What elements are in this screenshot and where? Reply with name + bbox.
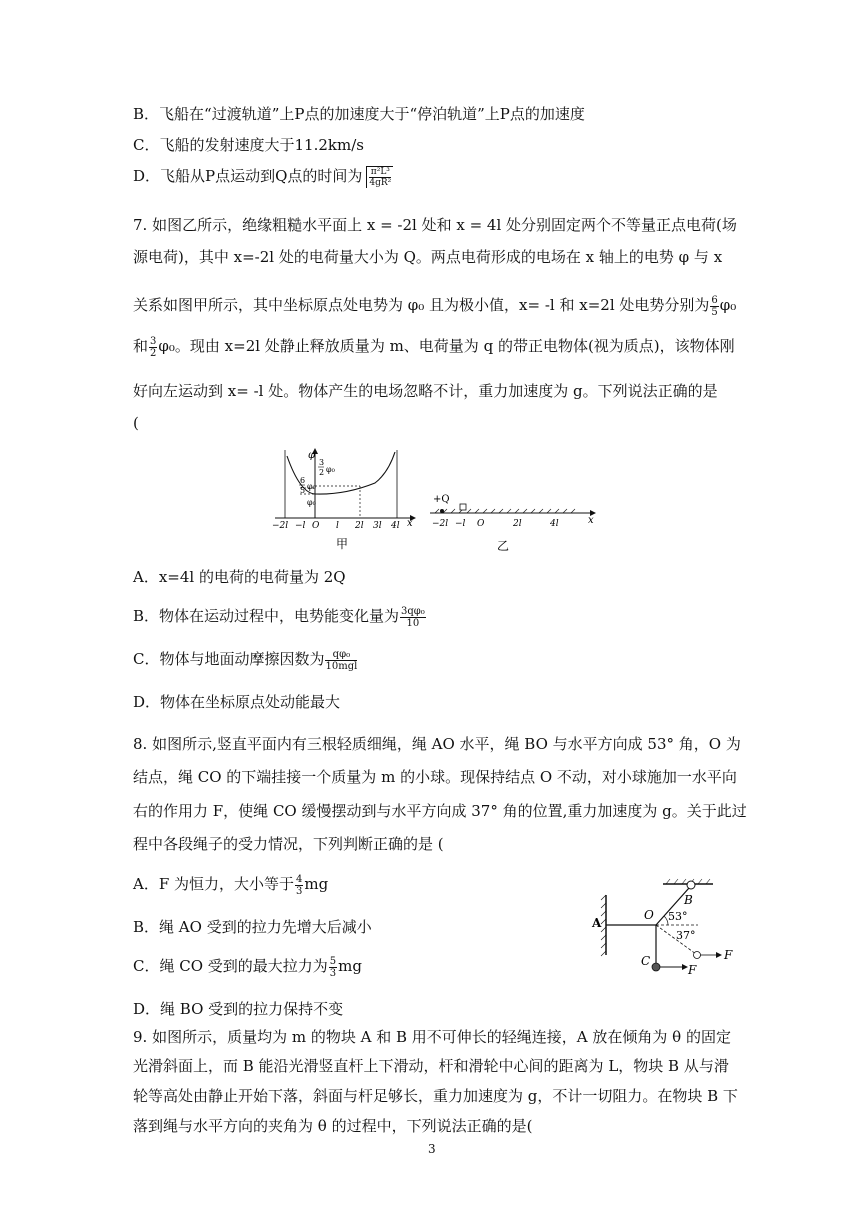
q7-option-d: D．物体在坐标原点处动能最大 (133, 693, 341, 711)
sqrt-expression (366, 166, 393, 188)
figure-caption-yi: 乙 (497, 539, 510, 553)
frac-num: 5 (329, 955, 337, 967)
label-o: O (644, 908, 654, 922)
small-block (460, 504, 466, 510)
tick-2l: 2l (513, 519, 522, 529)
label-phi0-b: φ₀ (307, 482, 316, 491)
tick-negl: −l (455, 519, 466, 529)
frac-den: 3 (329, 967, 337, 979)
q8-option-a-text: A．F 为恒力，大小等于 (133, 875, 295, 893)
fraction (325, 649, 357, 672)
q6-option-d (133, 165, 393, 188)
q7-line-4-text: φ₀。现由 x=2l 处静止释放质量为 m、电荷量为 q 的带正电物体(视为质点)，该物体刚 (158, 337, 735, 355)
q9-line-3: 轮等高处由静止开始下落，斜面与杆足够长，重力加速度为 g，不计一切阻力。在物块 B 下 (133, 1087, 738, 1105)
y-axis-label: φ (308, 450, 316, 461)
frac-den: 5 (711, 306, 718, 318)
q7-line-2: 源电荷)，其中 x=-2l 处的电荷量大小为 Q。两点电荷形成的电场在 x 轴上的电势 φ 与 x (133, 248, 723, 266)
tick-4l: 4l (391, 521, 400, 531)
frac-num: 3qφ₀ (401, 605, 425, 617)
tick-l: l (336, 521, 339, 531)
tick-3l: 3l (373, 521, 382, 531)
q7-option-a: A．x=4l 的电荷的电荷量为 2Q (133, 568, 346, 586)
figure-caption-jia: 甲 (336, 537, 349, 551)
frac-den: 10 (406, 617, 420, 629)
q7-line-4-prefix: 和 (133, 337, 149, 355)
q7-line-3-text: 关系如图甲所示，其中坐标原点处电势为 φ₀ 且为极小值，x= -l 和 x=2l 处电势分别为 (133, 296, 710, 314)
figure-q8-ropes (588, 870, 743, 980)
label-65-num: 6 (300, 476, 306, 485)
frac-num: 6 (711, 294, 718, 306)
q8-line-1: 8. 如图所示,竖直平面内有三根轻质细绳，绳 AO 水平，绳 BO 与水平方向成 53° 角，O 为 (133, 735, 741, 753)
x-axis-label: x (588, 515, 594, 526)
tick-negl: −l (295, 521, 306, 531)
label-phi0-c: φ₀ (307, 498, 316, 507)
label-32-num: 3 (319, 458, 325, 467)
q8-option-d: D．绳 BO 受到的拉力保持不变 (133, 1000, 344, 1018)
label-a: A (592, 916, 602, 930)
q6-option-b: B．飞船在“过渡轨道”上P点的加速度大于“停泊轨道”上P点的加速度 (133, 105, 585, 123)
q9-line-4: 落到绳与水平方向的夹角为 θ 的过程中，下列说法正确的是( (133, 1117, 533, 1135)
charge-dot (440, 509, 444, 513)
fraction (710, 295, 718, 318)
frac-num: 4 (296, 873, 303, 885)
q6-option-d-text: D．飞船从P点运动到Q点的时间为 (133, 167, 363, 185)
origin-label: O (312, 521, 320, 531)
q7-option-c-text: C．物体与地面动摩擦因数为 (133, 650, 325, 668)
figure-yi-setup (425, 485, 605, 557)
q8-option-c-text: C．绳 CO 受到的最大拉力为 (133, 957, 328, 975)
q7-option-b (133, 605, 427, 629)
q8-line-4: 程中各段绳子的受力情况，下列判断正确的是 ( (133, 835, 444, 853)
q7-line-1: 7. 如图乙所示，绝缘粗糙水平面上 x = -2l 处和 x = 4l 处分别固定两个不等量正点电荷(场 (133, 216, 737, 234)
frac-num: qφ₀ (325, 649, 357, 661)
q8-option-a-suffix: mg (304, 875, 329, 893)
label-phi0-a: φ₀ (326, 465, 335, 474)
label-53: 53° (668, 910, 688, 923)
charge-label: +Q (433, 494, 450, 505)
q7-line-3-end: φ₀ (719, 296, 737, 314)
label-65-den: 5 (300, 486, 306, 495)
ball-swung (694, 952, 701, 959)
q6-option-c: C．飞船的发射速度大于11.2km/s (133, 136, 364, 154)
frac-den: 2 (150, 347, 157, 359)
sqrt-numerator: π²L³ (370, 167, 390, 177)
q8-option-c-suffix: mg (338, 957, 362, 975)
q7-line-3 (133, 294, 736, 318)
sqrt-denominator: 4gR² (369, 178, 392, 188)
fraction (295, 874, 303, 897)
q7-line-5: 好向左运动到 x= -l 处。物体产生的电场忽略不计，重力加速度为 g。下列说法正确的是 (133, 382, 718, 400)
q8-line-3: 右的作用力 F，使绳 CO 缓慢摆动到与水平方向成 37° 角的位置,重力加速度为 g。关于此过 (133, 802, 747, 820)
pulley-b (687, 881, 695, 889)
ground-hatching (435, 509, 575, 513)
fraction (329, 956, 337, 979)
tick-neg2l: −2l (432, 519, 449, 529)
figure-jia-potential-graph (270, 448, 420, 558)
ball-c (652, 963, 660, 971)
x-axis-label: x (407, 518, 413, 529)
fraction (149, 336, 157, 359)
q9-line-2: 光滑斜面上，而 B 能沿光滑竖直杆上下滑动，杆和滑轮中心间的距离为 L，物块 B 从与滑 (133, 1057, 729, 1075)
q7-line-4 (133, 335, 735, 359)
label-37: 37° (676, 929, 696, 942)
frac-num: 3 (150, 335, 157, 347)
tick-4l: 4l (550, 519, 559, 529)
page-number: 3 (428, 1142, 436, 1156)
fraction (400, 606, 426, 629)
q7-option-c (133, 648, 358, 672)
frac-den: 3 (296, 885, 303, 897)
tick-neg2l: −2l (272, 521, 289, 531)
q7-line-6: ( (133, 414, 139, 432)
q8-option-b: B．绳 AO 受到的拉力先增大后减小 (133, 918, 372, 936)
label-c: C (641, 954, 651, 968)
q7-option-b-text: B．物体在运动过程中，电势能变化量为 (133, 607, 400, 625)
q8-option-a (133, 873, 328, 897)
q8-option-c (133, 955, 362, 979)
label-f-swung: F (724, 948, 733, 962)
label-b: B (684, 893, 693, 907)
q9-line-1: 9. 如图所示，质量均为 m 的物块 A 和 B 用不可伸长的轻绳连接，A 放在倾角为 θ 的固定 (133, 1028, 731, 1046)
tick-2l: 2l (355, 521, 364, 531)
label-f-c: F (688, 963, 697, 977)
label-32-den: 2 (319, 468, 325, 477)
origin-label: O (477, 519, 485, 529)
frac-den: 10mgl (325, 660, 358, 672)
q8-line-2: 结点，绳 CO 的下端挂接一个质量为 m 的小球。现保持结点 O 不动，对小球施加一水平向 (133, 768, 737, 786)
